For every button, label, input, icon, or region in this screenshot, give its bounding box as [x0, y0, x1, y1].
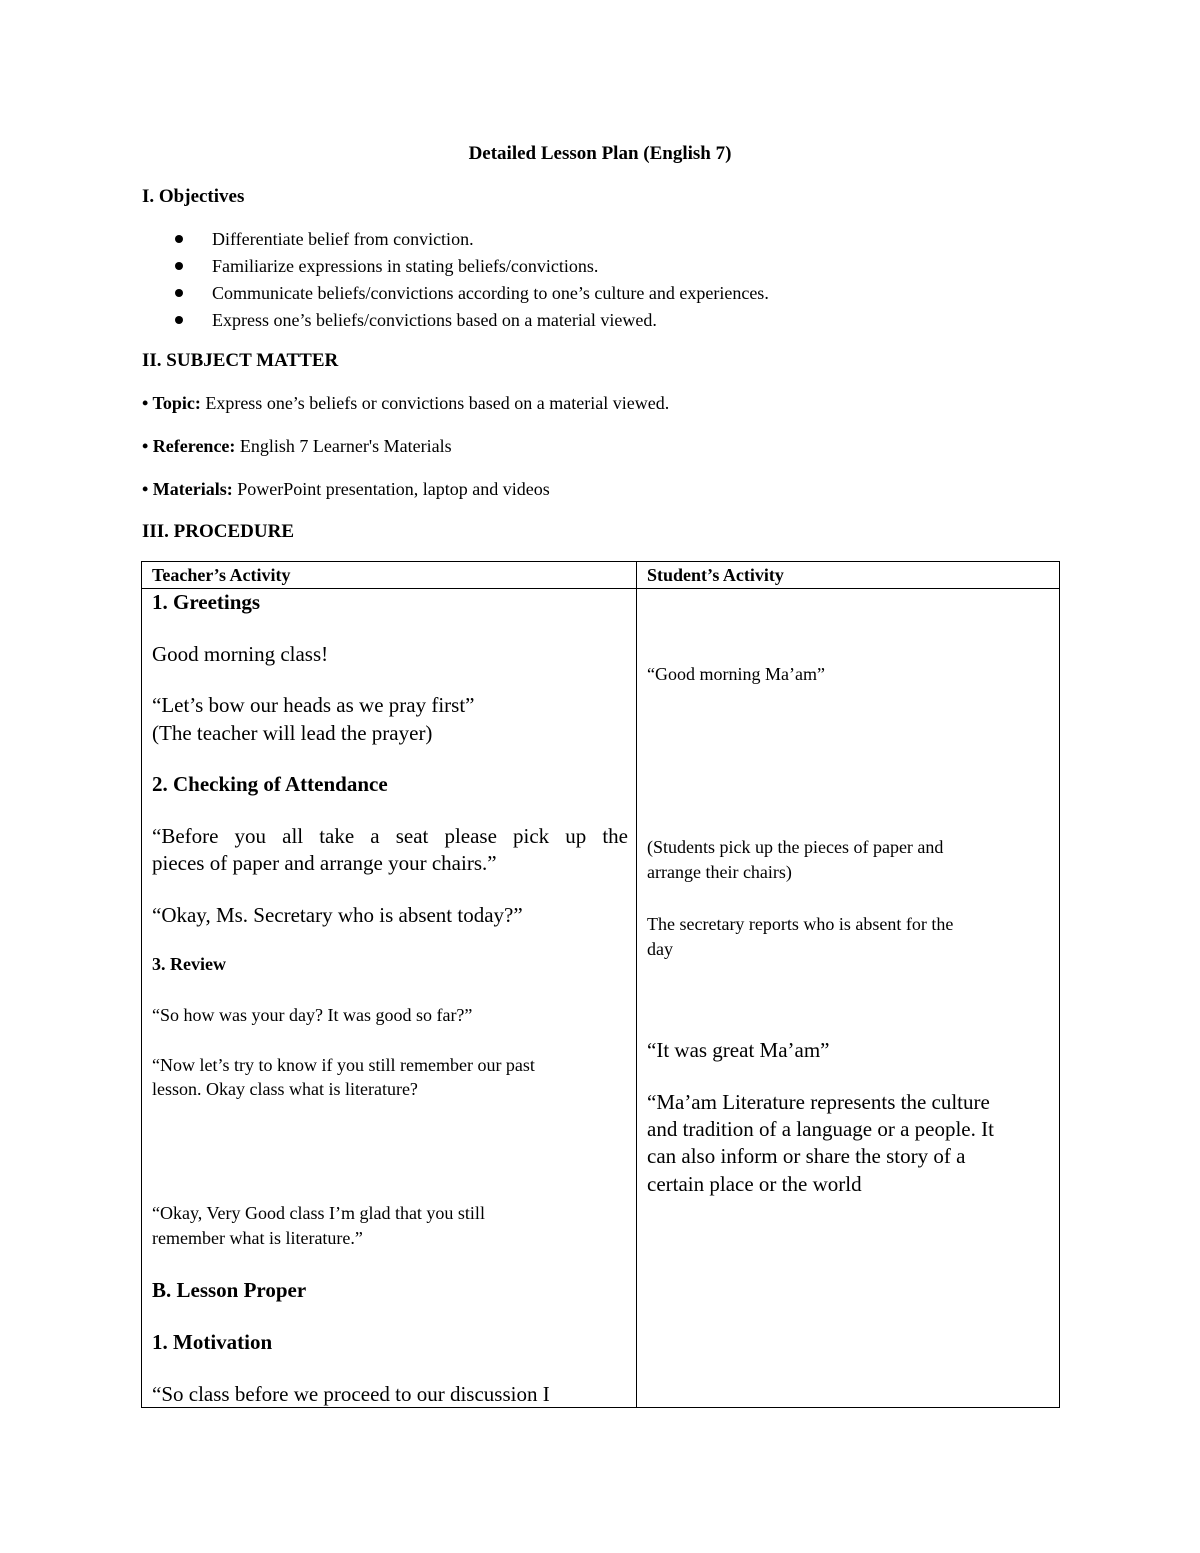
review-heading: 3. Review: [152, 954, 226, 974]
attendance-line-1: “Before you all take a seat please pick up the: [152, 824, 628, 848]
bullet-icon: [175, 289, 183, 297]
secretary-report-line-1: The secretary reports who is absent for the: [647, 914, 954, 934]
literature-answer-line-1: “Ma’am Literature represents the culture: [647, 1090, 990, 1114]
greeting-reply: “Good morning Ma’am”: [647, 664, 825, 684]
bullet-icon: [175, 235, 183, 243]
materials-value: PowerPoint presentation, laptop and videos: [232, 479, 550, 499]
document-title: Detailed Lesson Plan (English 7): [468, 143, 732, 164]
table-row: [142, 589, 1060, 1408]
bullet-icon: [175, 262, 183, 270]
greetings-line: Good morning class!: [152, 642, 329, 666]
great-reply: “It was great Ma’am”: [647, 1038, 830, 1062]
lesson-proper-heading: B. Lesson Proper: [152, 1278, 307, 1302]
subject-matter-heading: II. SUBJECT MATTER: [142, 350, 339, 371]
good-line-2: remember what is literature.”: [152, 1228, 363, 1248]
remember-line-2: lesson. Okay class what is literature?: [152, 1079, 418, 1099]
good-line-1: “Okay, Very Good class I’m glad that you still: [152, 1203, 485, 1223]
literature-answer-line-2: and tradition of a language or a people. It: [647, 1117, 994, 1141]
reference-line: [142, 436, 452, 457]
materials-label: • Materials:: [142, 479, 233, 499]
pickup-line-1: (Students pick up the pieces of paper and: [647, 837, 944, 857]
reference-value: English 7 Learner's Materials: [235, 436, 452, 456]
motivation-heading: 1. Motivation: [152, 1330, 273, 1354]
student-activity-cell: [637, 589, 1060, 1408]
list-item: Familiarize expressions in stating beliefs/convictions.: [142, 255, 769, 282]
greetings-heading: 1. Greetings: [152, 590, 261, 614]
secretary-report-line-2: day: [647, 939, 673, 959]
teacher-column-header: Teacher’s Activity: [142, 562, 637, 589]
student-column-header: Student’s Activity: [637, 562, 1060, 589]
reference-label: • Reference:: [142, 436, 236, 456]
topic-value: Express one’s beliefs or convictions based on a material viewed.: [200, 393, 670, 413]
list-item: Express one’s beliefs/convictions based on a material viewed.: [142, 309, 769, 336]
list-item: Communicate beliefs/convictions according to one’s culture and experiences.: [142, 282, 769, 309]
attendance-line-2: pieces of paper and arrange your chairs.”: [152, 851, 497, 875]
objectives-heading: I. Objectives: [142, 186, 245, 207]
literature-answer-line-4: certain place or the world: [647, 1172, 862, 1196]
secretary-question: “Okay, Ms. Secretary who is absent today?”: [152, 903, 523, 927]
topic-label: • Topic:: [142, 393, 201, 413]
bullet-icon: [175, 316, 183, 324]
topic-line: [142, 393, 669, 414]
pray-line: “Let’s bow our heads as we pray first”: [152, 693, 475, 717]
pickup-line-2: arrange their chairs): [647, 862, 792, 882]
table-header-row: [142, 562, 1060, 589]
procedure-table: [141, 561, 1060, 1408]
teacher-activity-cell: [142, 589, 637, 1408]
literature-answer-line-3: can also inform or share the story of a: [647, 1144, 966, 1168]
pray-note: (The teacher will lead the prayer): [152, 721, 433, 745]
list-item: Differentiate belief from conviction.: [142, 228, 769, 255]
remember-line-1: “Now let’s try to know if you still remember our past: [152, 1055, 535, 1075]
objectives-list: [142, 228, 769, 336]
motivation-line: “So class before we proceed to our discussion I: [152, 1382, 550, 1406]
attendance-heading: 2. Checking of Attendance: [152, 772, 388, 796]
procedure-heading: III. PROCEDURE: [142, 521, 295, 542]
review-line: “So how was your day? It was good so far?”: [152, 1005, 473, 1025]
materials-line: [142, 479, 550, 500]
